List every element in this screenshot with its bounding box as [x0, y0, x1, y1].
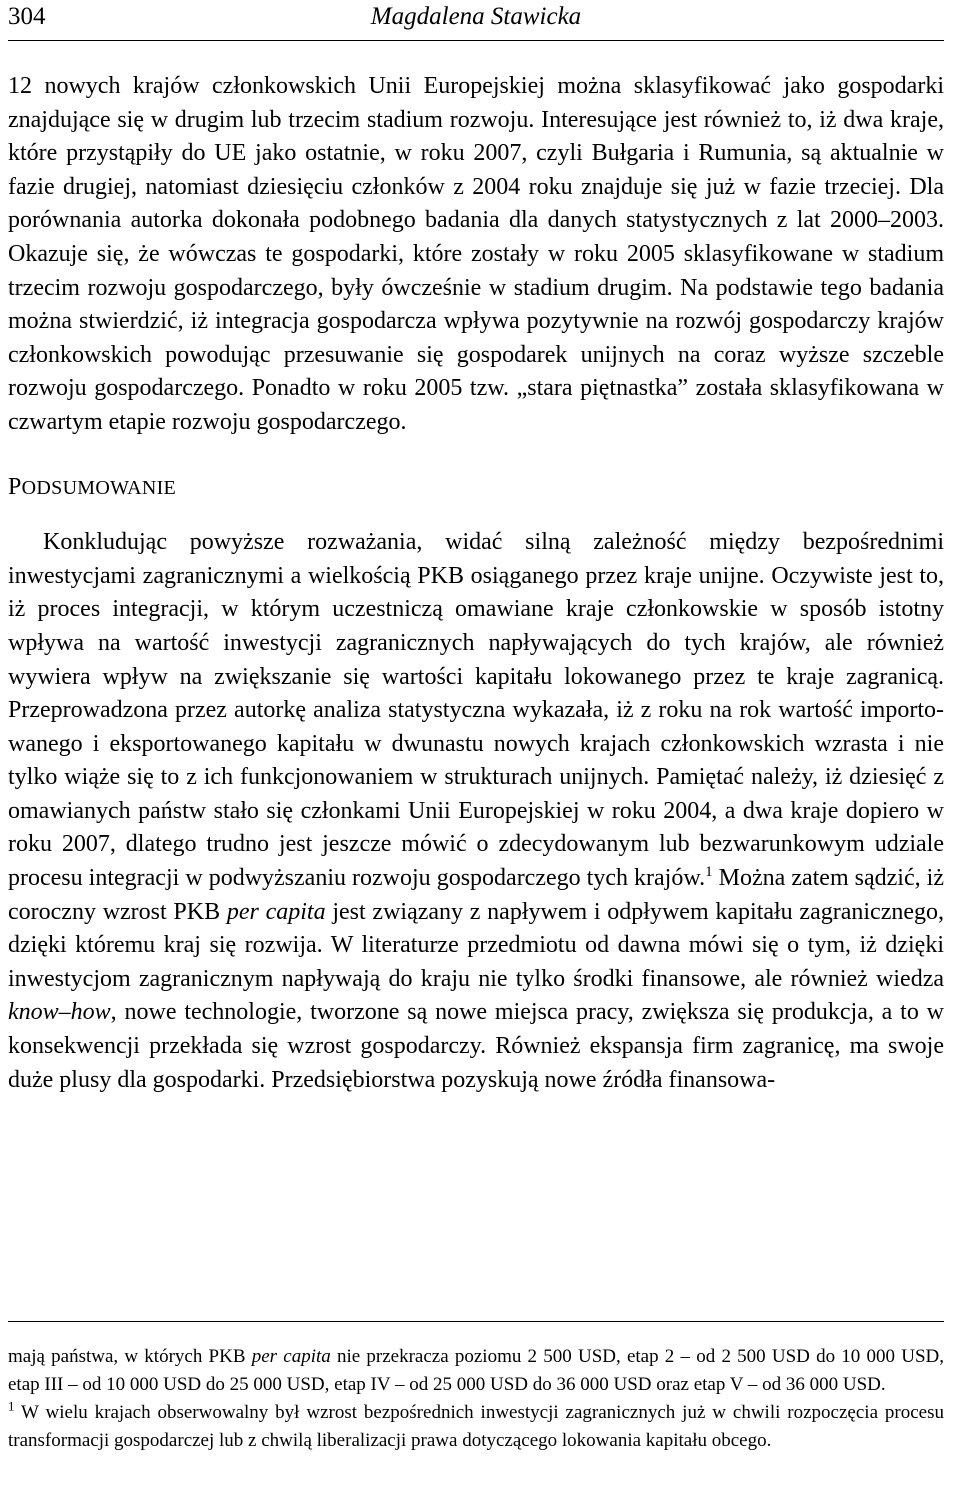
- section-heading-initial: P: [8, 473, 22, 500]
- footnote-continuation-b: nie przekracza poziomu 2 500 USD, etap 2 – od 2 500 USD do 10 000 USD, etap III – od 10 000 USD do 25 000 USD, etap IV – od 25 000 USD do 36 000 USD oraz etap V – od 36 000 USD.: [8, 1346, 944, 1395]
- footnotes: [8, 1343, 944, 1455]
- footnote-1: [8, 1399, 944, 1455]
- running-head-author: Magdalena Stawicka: [370, 3, 582, 30]
- italic-per-capita: per capita: [226, 898, 326, 925]
- page-header: [8, 2, 944, 36]
- footnote-1-text: W wielu krajach obserwowalny był wzrost bezpośrednich inwestycji zagranicznych już w chwili rozpoczęcia procesu transformacji gospodarczej lub z chwilą liberalizacji prawa dotyczącego lokowania kapitału obcego.: [8, 1402, 944, 1451]
- footnote-1-mark: 1: [8, 1398, 15, 1414]
- paragraph-2-part-d: , nowe technologie, tworzone są nowe miejsca pracy, zwiększa się produkcja, a to w konsekwencji przekłada się wzrost gospodarczy. Również ekspansja firm zagranicę, ma swoje duże plusy dla gospodarki. Przedsiębiorstwa pozyskują nowe źródła finansowa-: [8, 999, 944, 1093]
- footnote-continuation-a: mają państwa, w których PKB: [8, 1346, 252, 1367]
- section-heading-rest: ODSUMOWANIE: [21, 476, 177, 499]
- footnote-continuation: [8, 1343, 944, 1399]
- paragraph-2-part-b: Można zatem sądzić, iż coroczny wzrost PKB: [8, 865, 944, 925]
- paragraph-1: 12 nowych krajów członkowskich Unii Europejskiej można sklasyfikować jako gospodarki znajdujące się w drugim lub trzecim stadium rozwoju. Interesujące jest również to, iż dwa kraje, które przystąpiły do UE jako ostatnie, w roku 2007, czyli Bułgaria i Rumunia, są aktualnie w fazie drugiej, natomiast dziesięciu członków z 2004 roku znajduje się już w fazie trzeciej. Dla porównania autorka dokonała podobnego badania dla danych statystycznych z lat 2000–2003. Okazuje się, że wówczas te gospodarki, które zostały w roku 2005 sklasyfikowane w stadium trzecim rozwoju gospodarczego, były ówcześnie w stadium drugim. Na podstawie tego badania można stwierdzić, iż integracja gospodarcza wpływa pozytywnie na rozwój gospodarczy krajów członkowskich powodując przesuwanie się gospodarek unijnych na coraz wyższe szczeble rozwoju gospodarczego. Ponadto w roku 2005 tzw. „stara piętnastka” została sklasyfikowana w czwartym etapie rozwoju gospodarczego.: [8, 73, 944, 435]
- footnote-ref-1[interactable]: 1: [705, 864, 713, 881]
- paragraph-2: [8, 526, 944, 1097]
- page-number: 304: [8, 3, 46, 30]
- footnote-rule: [8, 1321, 944, 1322]
- paragraph-2-part-a: Konkludując powyższe rozważania, widać silną zależność między bezpośrednimi inwestycjami zagranicznymi a wielkością PKB osiąganego przez kraje unijne. Oczywiste jest to, iż proces integracji, w którym uczestniczą omawiane kraje członkowskie w sposób istotny wpływa na wartość inwestycji zagranicznych napływających do tych krajów, ale również wywiera wpływ na zwiększanie się wartości kapitału lokowanego przez te kraje zagranicą. Przeprowadzona przez autorkę analiza statystyczna wykazała, iż z roku na rok wartość importowanego i eksportowanego kapitału w dwunastu nowych krajach członkowskich wzrasta i nie tylko wiąże się to z ich funkcjonowaniem w strukturach unijnych. Pamiętać należy, iż dziesięć z omawianych państw stało się członkami Unii Europejskiej w roku 2004, a dwa kraje dopiero w roku 2007, dlatego trudno jest jeszcze mówić o zdecydowanym lub bezwarunkowym udziale procesu integracji w podwyższaniu rozwoju gospodarczego tych krajów.: [8, 529, 944, 892]
- section-heading: [8, 471, 944, 506]
- header-rule: [8, 40, 944, 41]
- italic-know-how: know–how: [8, 999, 111, 1026]
- body-text: [8, 70, 944, 1097]
- paragraph-2-part-c: jest związany z napływem i odpływem kapitału zagranicznego, dzięki któremu kraj się rozwija. W literaturze przedmiotu od dawna mówi się o tym, iż dzięki inwestycjom zagranicznym napływają do kraju nie tylko środki finansowe, ale również wiedza: [8, 898, 944, 992]
- footnote-italic-per-capita: per capita: [251, 1346, 331, 1367]
